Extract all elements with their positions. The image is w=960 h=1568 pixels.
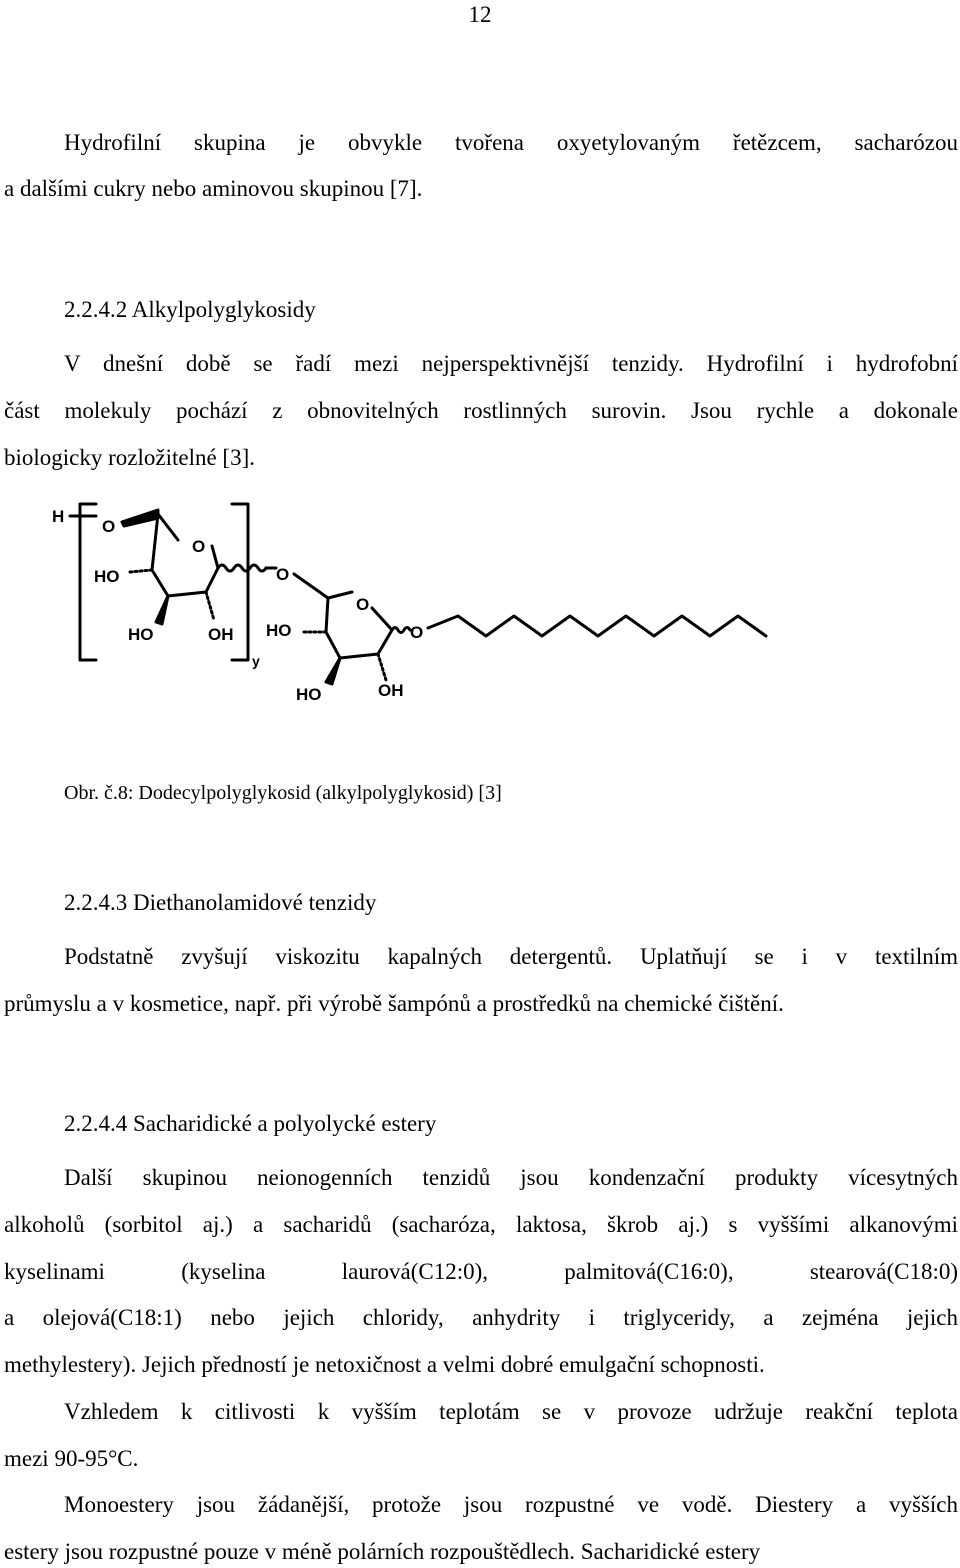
label-oh1: OH	[208, 625, 234, 644]
dea-line-1: Podstatně zvyšují viskozitu kapalných detergentů. Uplatňují se i v textilním	[64, 944, 958, 969]
label-y: y	[252, 653, 260, 669]
esters-line-6: Vzhledem k citlivosti k vyšším teplotám se v provoze udržuje reakční teplota	[64, 1399, 958, 1424]
label-o-link: O	[276, 565, 290, 584]
section-heading-esters: 2.2.4.4 Sacharidické a polyolycké estery	[64, 1111, 437, 1136]
apg-line-3: biologicky rozložitelné [3].	[4, 445, 256, 470]
section-heading-apg: 2.2.4.2 Alkylpolyglykosidy	[64, 297, 316, 322]
intro-line-2: a dalšími cukry nebo aminovou skupinou [7].	[4, 176, 423, 201]
page-number: 12	[468, 2, 492, 27]
label-oh2: OH	[378, 681, 404, 700]
esters-line-9: estery jsou rozpustné pouze v méně polárních rozpouštědlech. Sacharidické estery	[4, 1539, 761, 1564]
esters-line-8: Monoestery jsou žádanější, protože jsou rozpustné ve vodě. Diestery a vyšších	[64, 1492, 958, 1517]
esters-line-2: alkoholů (sorbitol aj.) a sacharidů (sacharóza, laktosa, škrob aj.) s vyššími alkanovými	[4, 1212, 958, 1237]
intro-line-1: Hydrofilní skupina je obvykle tvořena oxyetylovaným řetězcem, sacharózou	[64, 130, 958, 155]
label-ho1: HO	[94, 567, 120, 586]
dea-line-2: průmyslu a v kosmetice, např. při výrobě šampónů a prostředků na chemické čištění.	[4, 991, 784, 1016]
dodecylpolyglycoside-structure	[0, 488, 800, 718]
figure-caption: Obr. č.8: Dodecylpolyglykosid (alkylpolyglykosid) [3]	[64, 782, 502, 804]
label-o-tail: O	[410, 623, 424, 642]
apg-line-2: část molekuly pochází z obnovitelných rostlinných surovin. Jsou rychle a dokonale	[4, 398, 958, 423]
label-ho2: HO	[128, 625, 154, 644]
esters-line-5: methylestery). Jejich předností je netoxičnost a velmi dobré emulgační schopnosti.	[4, 1352, 765, 1377]
esters-line-1: Další skupinou neionogenních tenzidů jsou kondenzační produkty vícesytných	[64, 1165, 958, 1190]
label-o-ring1: O	[192, 537, 206, 556]
esters-line-3: kyselinami (kyselina laurová(C12:0), palmitová(C16:0), stearová(C18:0)	[4, 1259, 958, 1284]
label-o-ring2: O	[356, 595, 370, 614]
esters-line-4: a olejová(C18:1) nebo jejich chloridy, anhydrity i triglyceridy, a zejména jejich	[4, 1305, 958, 1330]
label-h: H	[52, 507, 65, 526]
section-heading-dea: 2.2.4.3 Diethanolamidové tenzidy	[64, 890, 377, 915]
label-ho3: HO	[266, 621, 292, 640]
apg-line-1: V dnešní době se řadí mezi nejperspektivnější tenzidy. Hydrofilní i hydrofobní	[64, 351, 958, 376]
esters-line-7: mezi 90-95°C.	[4, 1446, 139, 1471]
label-o1: O	[102, 517, 116, 536]
label-ho4: HO	[296, 685, 322, 704]
